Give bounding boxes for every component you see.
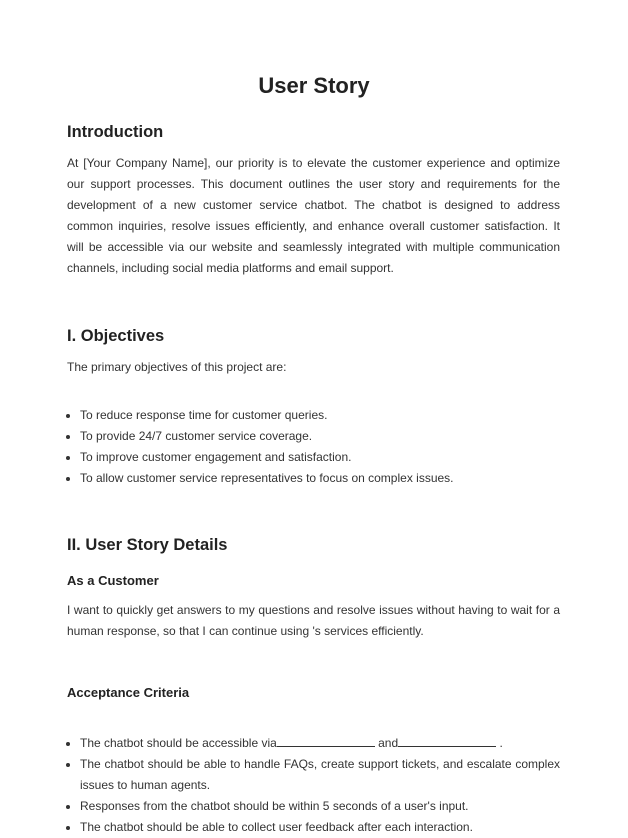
customer-story-body: I want to quickly get answers to my questions and resolve issues without having to wait for a human response, so that I can continue using 's services efficiently.	[67, 603, 560, 638]
criteria-text: The chatbot should be accessible via	[80, 736, 277, 750]
blank-field-2[interactable]	[398, 734, 496, 747]
list-item: • The chatbot should be able to collect user feedback after each interaction.	[80, 817, 560, 838]
acceptance-criteria-list	[67, 733, 560, 838]
list-item: • To allow customer service representatives to focus on complex issues.	[80, 468, 560, 489]
list-item	[80, 733, 560, 754]
list-item: • Responses from the chatbot should be within 5 seconds of a user's input.	[80, 796, 560, 817]
list-item: • To improve customer engagement and satisfaction.	[80, 447, 560, 468]
list-item: • To reduce response time for customer queries.	[80, 405, 560, 426]
list-item: • The chatbot should be able to handle FAQs, create support tickets, and escalate complex issues to human agents.	[80, 754, 560, 796]
objectives-heading: I. Objectives	[67, 327, 165, 345]
objectives-intro: The primary objectives of this project are:	[67, 360, 287, 374]
introduction-body: At [Your Company Name], our priority is to elevate the customer experience and optimize our support processes. This document outlines the user story and requirements for the development of a new customer service chatbot. The chatbot is designed to address common inquiries, resolve issues efficiently, and enhance overall customer satisfaction. It will be accessible via our website and seamlessly integrated with multiple communication channels, including social media platforms and email support.	[67, 156, 560, 275]
as-a-customer-heading: As a Customer	[67, 573, 159, 588]
objectives-list	[67, 405, 560, 489]
list-item: • To provide 24/7 customer service coverage.	[80, 426, 560, 447]
criteria-text: and	[374, 736, 399, 750]
introduction-heading: Introduction	[67, 123, 164, 141]
acceptance-criteria-heading: Acceptance Criteria	[67, 685, 190, 700]
criteria-text: .	[496, 736, 503, 750]
page-title: User Story	[258, 73, 370, 98]
blank-field-1[interactable]	[277, 734, 375, 747]
user-story-details-heading: II. User Story Details	[67, 536, 228, 554]
